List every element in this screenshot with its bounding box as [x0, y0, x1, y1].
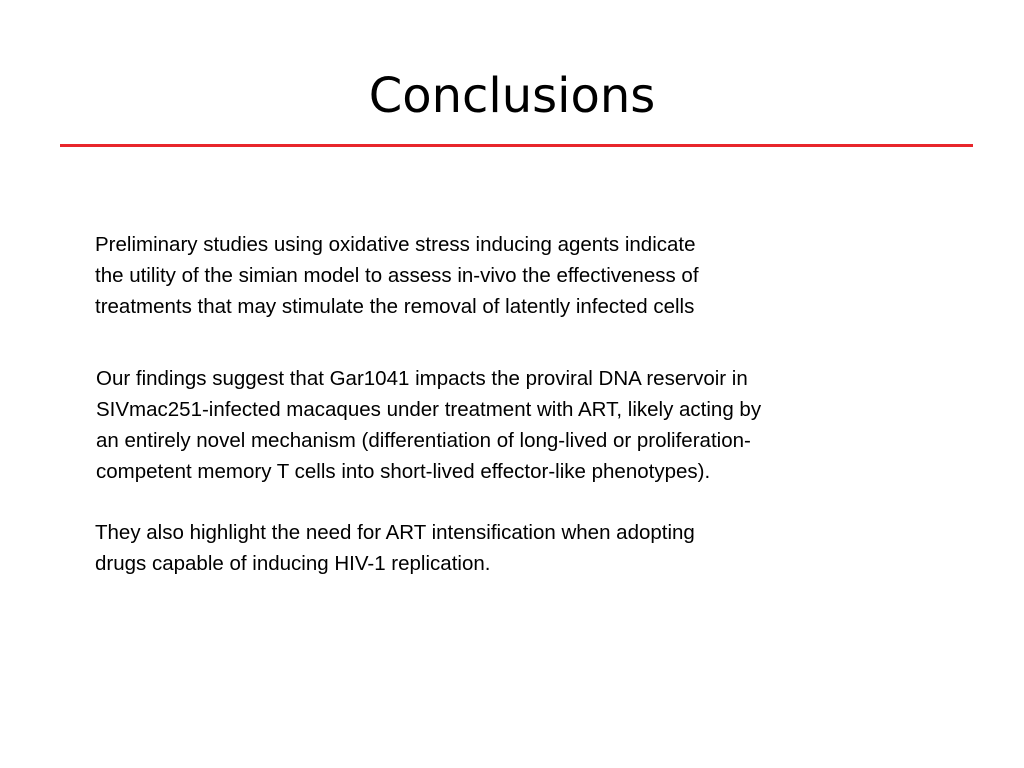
slide-title: Conclusions	[368, 68, 656, 124]
title-underline	[60, 144, 973, 147]
paragraph-line: treatments that may stimulate the removal of latently infected cells	[95, 295, 695, 318]
paragraph-line: drugs capable of inducing HIV-1 replication.	[95, 552, 491, 575]
paragraph-line: an entirely novel mechanism (differentiation of long-lived or proliferation-	[96, 429, 751, 452]
paragraph-line: competent memory T cells into short-lived effector-like phenotypes).	[96, 460, 711, 483]
paragraph-line: Our findings suggest that Gar1041 impacts the proviral DNA reservoir in	[96, 367, 748, 390]
conclusion-paragraph-1	[95, 229, 699, 322]
paragraph-line: Preliminary studies using oxidative stress inducing agents indicate	[95, 233, 696, 256]
paragraph-line: the utility of the simian model to assess in-vivo the effectiveness of	[95, 264, 699, 287]
paragraph-line: SIVmac251-infected macaques under treatment with ART, likely acting by	[96, 398, 762, 421]
conclusion-paragraph-2	[96, 363, 761, 487]
paragraph-line: They also highlight the need for ART intensification when adopting	[95, 521, 695, 544]
conclusion-paragraph-3	[95, 517, 695, 579]
